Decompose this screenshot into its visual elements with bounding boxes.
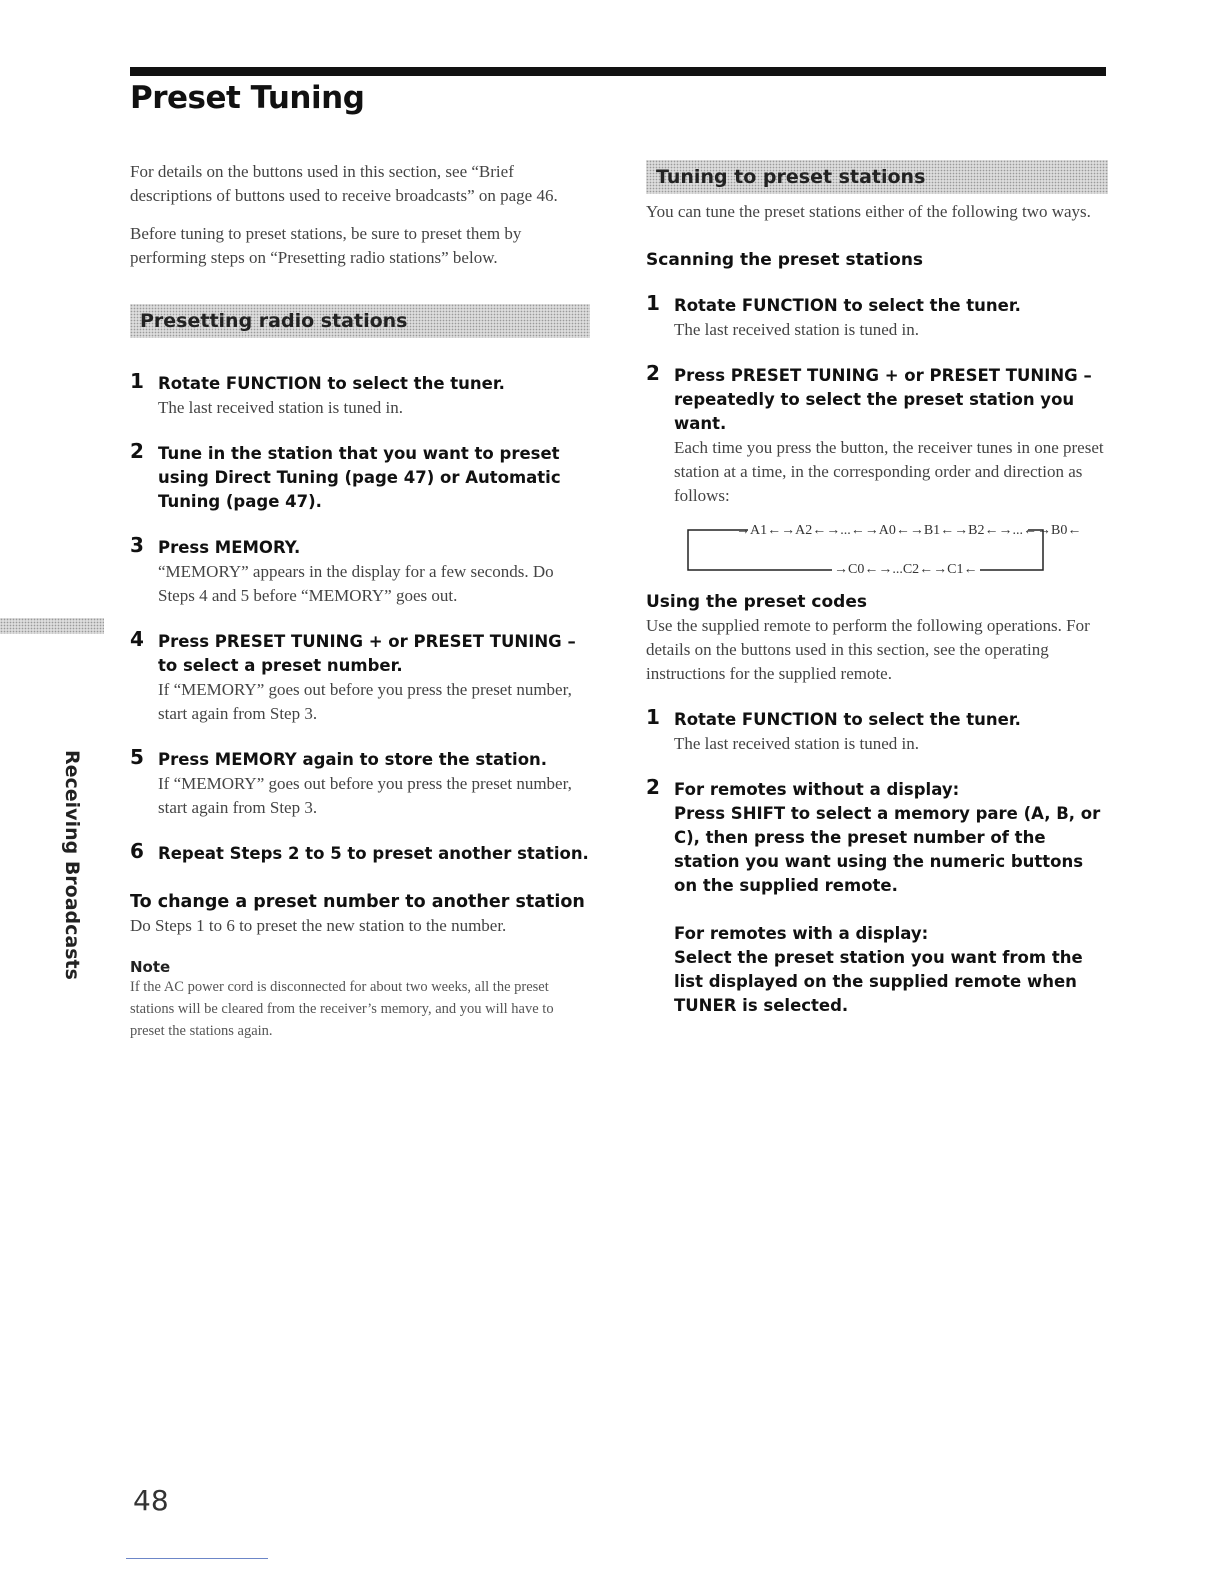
code-step [646, 705, 1108, 756]
section-title-tuning: Tuning to preset stations [646, 160, 1108, 194]
display-remote-body: Select the preset station you want from the list displayed on the supplied remote when TUNER is selected. [674, 948, 1083, 1015]
tuning-intro: You can tune the preset stations either of the following two ways. [646, 202, 1091, 221]
side-tab-marker [0, 618, 104, 634]
step-body: If “MEMORY” goes out before you press the preset number, start again from Step 3. [158, 680, 572, 723]
step-heading: Press MEMORY. [158, 538, 301, 557]
step-number: 2 [130, 439, 144, 463]
step-heading: Repeat Steps 2 to 5 to preset another station. [158, 844, 589, 863]
step-body: “MEMORY” appears in the display for a few seconds. Do Steps 4 and 5 before “MEMORY” goes out. [158, 562, 554, 605]
preset-step [130, 439, 590, 514]
step-heading: Press MEMORY again to store the station. [158, 750, 548, 769]
intro-text-2: Before tuning to preset stations, be sure to preset them by performing steps on “Presetting radio stations” below. [130, 224, 522, 267]
change-preset-heading: To change a preset number to another station [130, 892, 585, 912]
step-number: 3 [130, 533, 144, 557]
scan-step [646, 361, 1108, 508]
scanning-heading: Scanning the preset stations [646, 250, 924, 270]
preset-step [130, 745, 590, 820]
step-heading: Rotate FUNCTION to select the tuner. [674, 710, 1021, 729]
step-number: 1 [646, 705, 660, 729]
step-body: The last received station is tuned in. [674, 320, 920, 339]
step-heading: For remotes without a display: [674, 780, 960, 799]
step-body: Each time you press the button, the receiver tunes in one preset station at a time, in the corresponding order and direction as follows: [674, 438, 1104, 505]
diagram-row-2: →C0←→...C2←→C1← [834, 562, 978, 577]
step-body: The last received station is tuned in. [674, 734, 920, 753]
step-number: 6 [130, 839, 144, 863]
step-body: The last received station is tuned in. [158, 398, 404, 417]
step-heading-continued: Press SHIFT to select a memory pare (A, B, or C), then press the preset number of the station you want using the numeric buttons on the supplied remote. [674, 804, 1101, 895]
step-body: If “MEMORY” goes out before you press the preset number, start again from Step 3. [158, 774, 572, 817]
preset-step [130, 533, 590, 608]
step-number: 4 [130, 627, 144, 651]
bottom-rule [126, 1558, 268, 1559]
step-number: 1 [646, 291, 660, 315]
step-number: 5 [130, 745, 144, 769]
step-heading: Rotate FUNCTION to select the tuner. [158, 374, 505, 393]
change-preset-body: Do Steps 1 to 6 to preset the new station to the number. [130, 916, 507, 935]
section-title-presetting: Presetting radio stations [130, 304, 590, 338]
scan-step [646, 291, 1108, 342]
diagram-row-1: →A1←→A2←→...←→A0←→B1←→B2←→...←→B0← [736, 523, 1082, 538]
step-number: 1 [130, 369, 144, 393]
right-column [646, 160, 1108, 1018]
top-rule [130, 67, 1106, 76]
note-body: If the AC power cord is disconnected for about two weeks, all the preset stations will be cleared from the receiver’s memory, and you will have to preset the stations again. [130, 979, 554, 1039]
note-label: Note [130, 958, 171, 976]
preset-step [130, 839, 590, 866]
step-number: 2 [646, 775, 660, 799]
preset-order-diagram [686, 518, 1082, 578]
preset-step [130, 369, 590, 420]
preset-codes-heading: Using the preset codes [646, 592, 867, 612]
display-remote-heading: For remotes with a display: [674, 924, 929, 943]
left-column [130, 160, 590, 1042]
step-heading: Rotate FUNCTION to select the tuner. [674, 296, 1021, 315]
step-number: 2 [646, 361, 660, 385]
page-title: Preset Tuning [130, 80, 365, 116]
step-heading: Press PRESET TUNING + or PRESET TUNING – repeatedly to select the preset station you want. [674, 366, 1092, 433]
preset-codes-body: Use the supplied remote to perform the following operations. For details on the buttons used in this section, see the operating instructions for the supplied remote. [646, 616, 1090, 683]
step-heading: Tune in the station that you want to preset using Direct Tuning (page 47) or Automatic Tuning (page 47). [158, 444, 561, 511]
code-step [646, 775, 1108, 1018]
preset-step [130, 627, 590, 726]
intro-text-1: For details on the buttons used in this section, see “Brief descriptions of buttons used to receive broadcasts” on page 46. [130, 162, 558, 205]
page-number: 48 [133, 1484, 169, 1517]
step-heading: Press PRESET TUNING + or PRESET TUNING – to select a preset number. [158, 632, 576, 675]
